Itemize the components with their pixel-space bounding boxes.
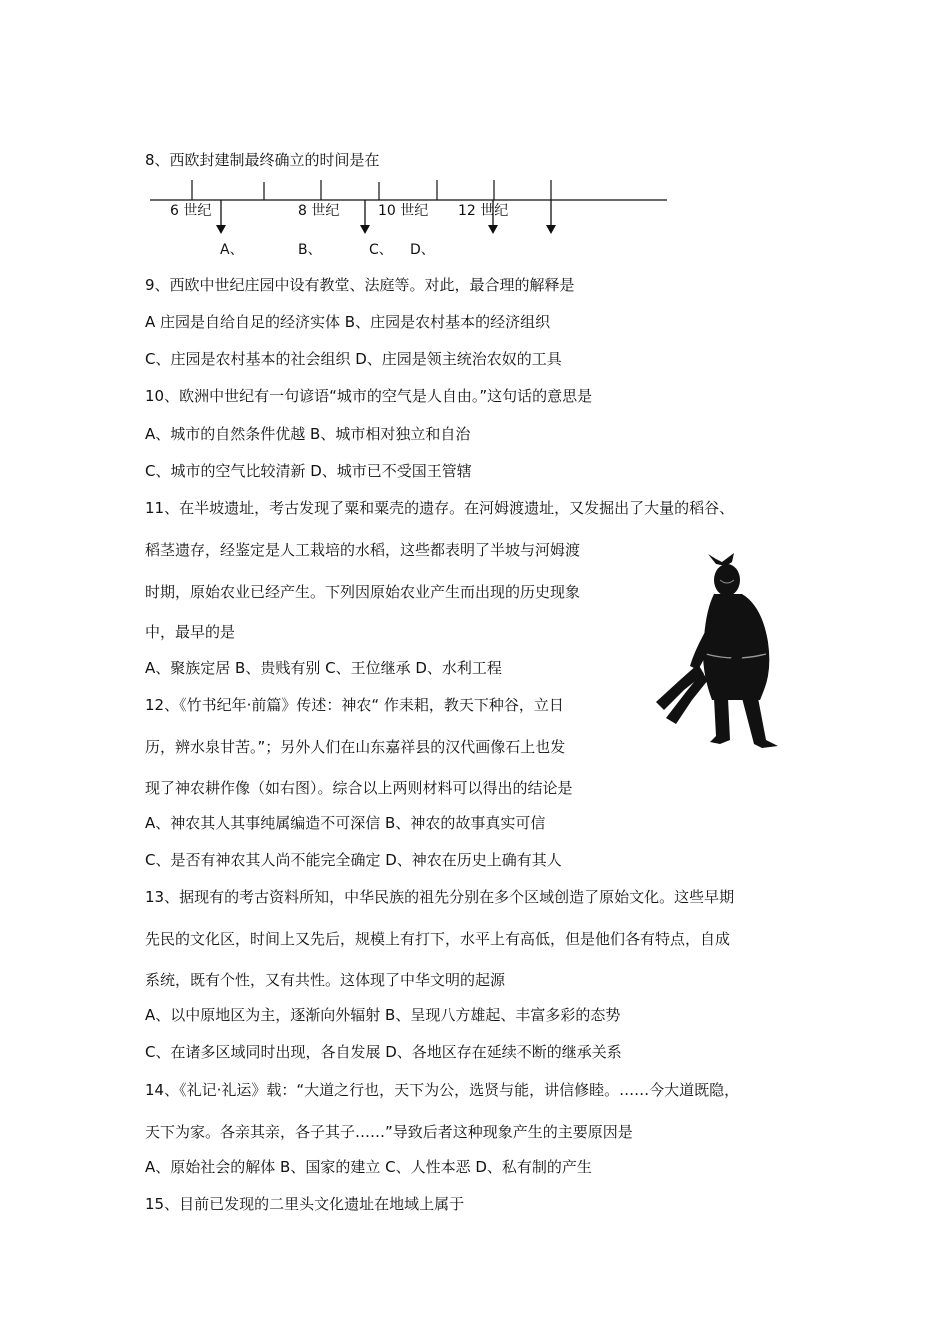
q14-options: A、原始社会的解体 B、国家的建立 C、人性本恶 D、私有制的产生 [145,1158,592,1176]
q11-line-1: 11、在半坡遗址，考古发现了粟和粟壳的遗存。在河姆渡遗址，又发掘出了大量的稻谷、 [145,499,735,517]
q14-line-1: 14、《礼记·礼运》载：“大道之行也，天下为公，选贤与能，讲信修睦。……今大道既隐， [145,1081,740,1099]
q9-stem: 9、西欧中世纪庄园中设有教堂、法庭等。对此，最合理的解释是 [145,276,575,294]
q10-stem: 10、欧洲中世纪有一句谚语“城市的空气是人自由。”这句话的意思是 [145,387,593,405]
q13-line-1: 13、据现有的考古资料所知，中华民族的祖先分别在多个区域创造了原始文化。这些早期 [145,888,735,906]
shennong-plowing-figure [650,550,810,755]
q12-line-3: 现了神农耕作像（如右图）。综合以上两则材料可以得出的结论是 [145,779,573,797]
q14-line-2: 天下为家。各亲其亲，各子其子……”导致后者这种现象产生的主要原因是 [145,1123,633,1141]
q8-stem: 8、西欧封建制最终确立的时间是在 [145,151,380,169]
century-label-10: 10 世纪 [378,203,429,219]
century-timeline [140,170,680,265]
option-c: C、 [369,242,393,258]
q11-options: A、聚族定居 B、贵贱有别 C、王位继承 D、水利工程 [145,659,502,677]
option-d: D、 [410,242,435,258]
option-a: A、 [220,242,244,258]
q10-options-cd: C、城市的空气比较清新 D、城市已不受国王管辖 [145,462,472,480]
q15-stem: 15、目前已发现的二里头文化遗址在地域上属于 [145,1195,465,1213]
option-b: B、 [298,242,322,258]
q12-options-cd: C、是否有神农其人尚不能完全确定 D、神农在历史上确有其人 [145,851,562,869]
q10-options-ab: A、城市的自然条件优越 B、城市相对独立和自治 [145,425,471,443]
q12-line-1: 12、《竹书纪年·前篇》传述：神农“ 作耒耜，教天下种谷，立日 [145,696,564,714]
q13-options-ab: A、以中原地区为主，逐渐向外辐射 B、呈现八方雄起、丰富多彩的态势 [145,1006,621,1024]
arrow-b [360,200,370,234]
q9-options-cd: C、庄园是农村基本的社会组织 D、庄园是领主统治农奴的工具 [145,350,562,368]
century-label-12: 12 世纪 [458,203,509,219]
q11-line-3: 时期，原始农业已经产生。下列因原始农业产生而出现的历史现象 [145,583,581,601]
q13-line-2: 先民的文化区，时间上又先后，规模上有打下，水平上有高低，但是他们各有特点，自成 [145,930,731,948]
q9-options-ab: A 庄园是自给自足的经济实体 B、庄园是农村基本的经济组织 [145,313,551,331]
q12-line-2: 历，辨水泉甘苦。”；另外人们在山东嘉祥县的汉代画像石上也发 [145,738,566,756]
q13-line-3: 系统，既有个性，又有共性。这体现了中华文明的起源 [145,971,506,989]
q11-line-2: 稻茎遗存，经鉴定是人工栽培的水稻，这些都表明了半坡与河姆渡 [145,541,581,559]
arrow-a [216,200,226,234]
century-label-8: 8 世纪 [298,203,340,219]
arrow-d [546,200,556,234]
q11-line-4: 中，最早的是 [145,623,236,641]
q13-options-cd: C、在诸多区域同时出现，各自发展 D、各地区存在延续不断的继承关系 [145,1043,622,1061]
century-label-6: 6 世纪 [170,203,212,219]
q12-options-ab: A、神农其人其事纯属编造不可深信 B、神农的故事真实可信 [145,814,546,832]
